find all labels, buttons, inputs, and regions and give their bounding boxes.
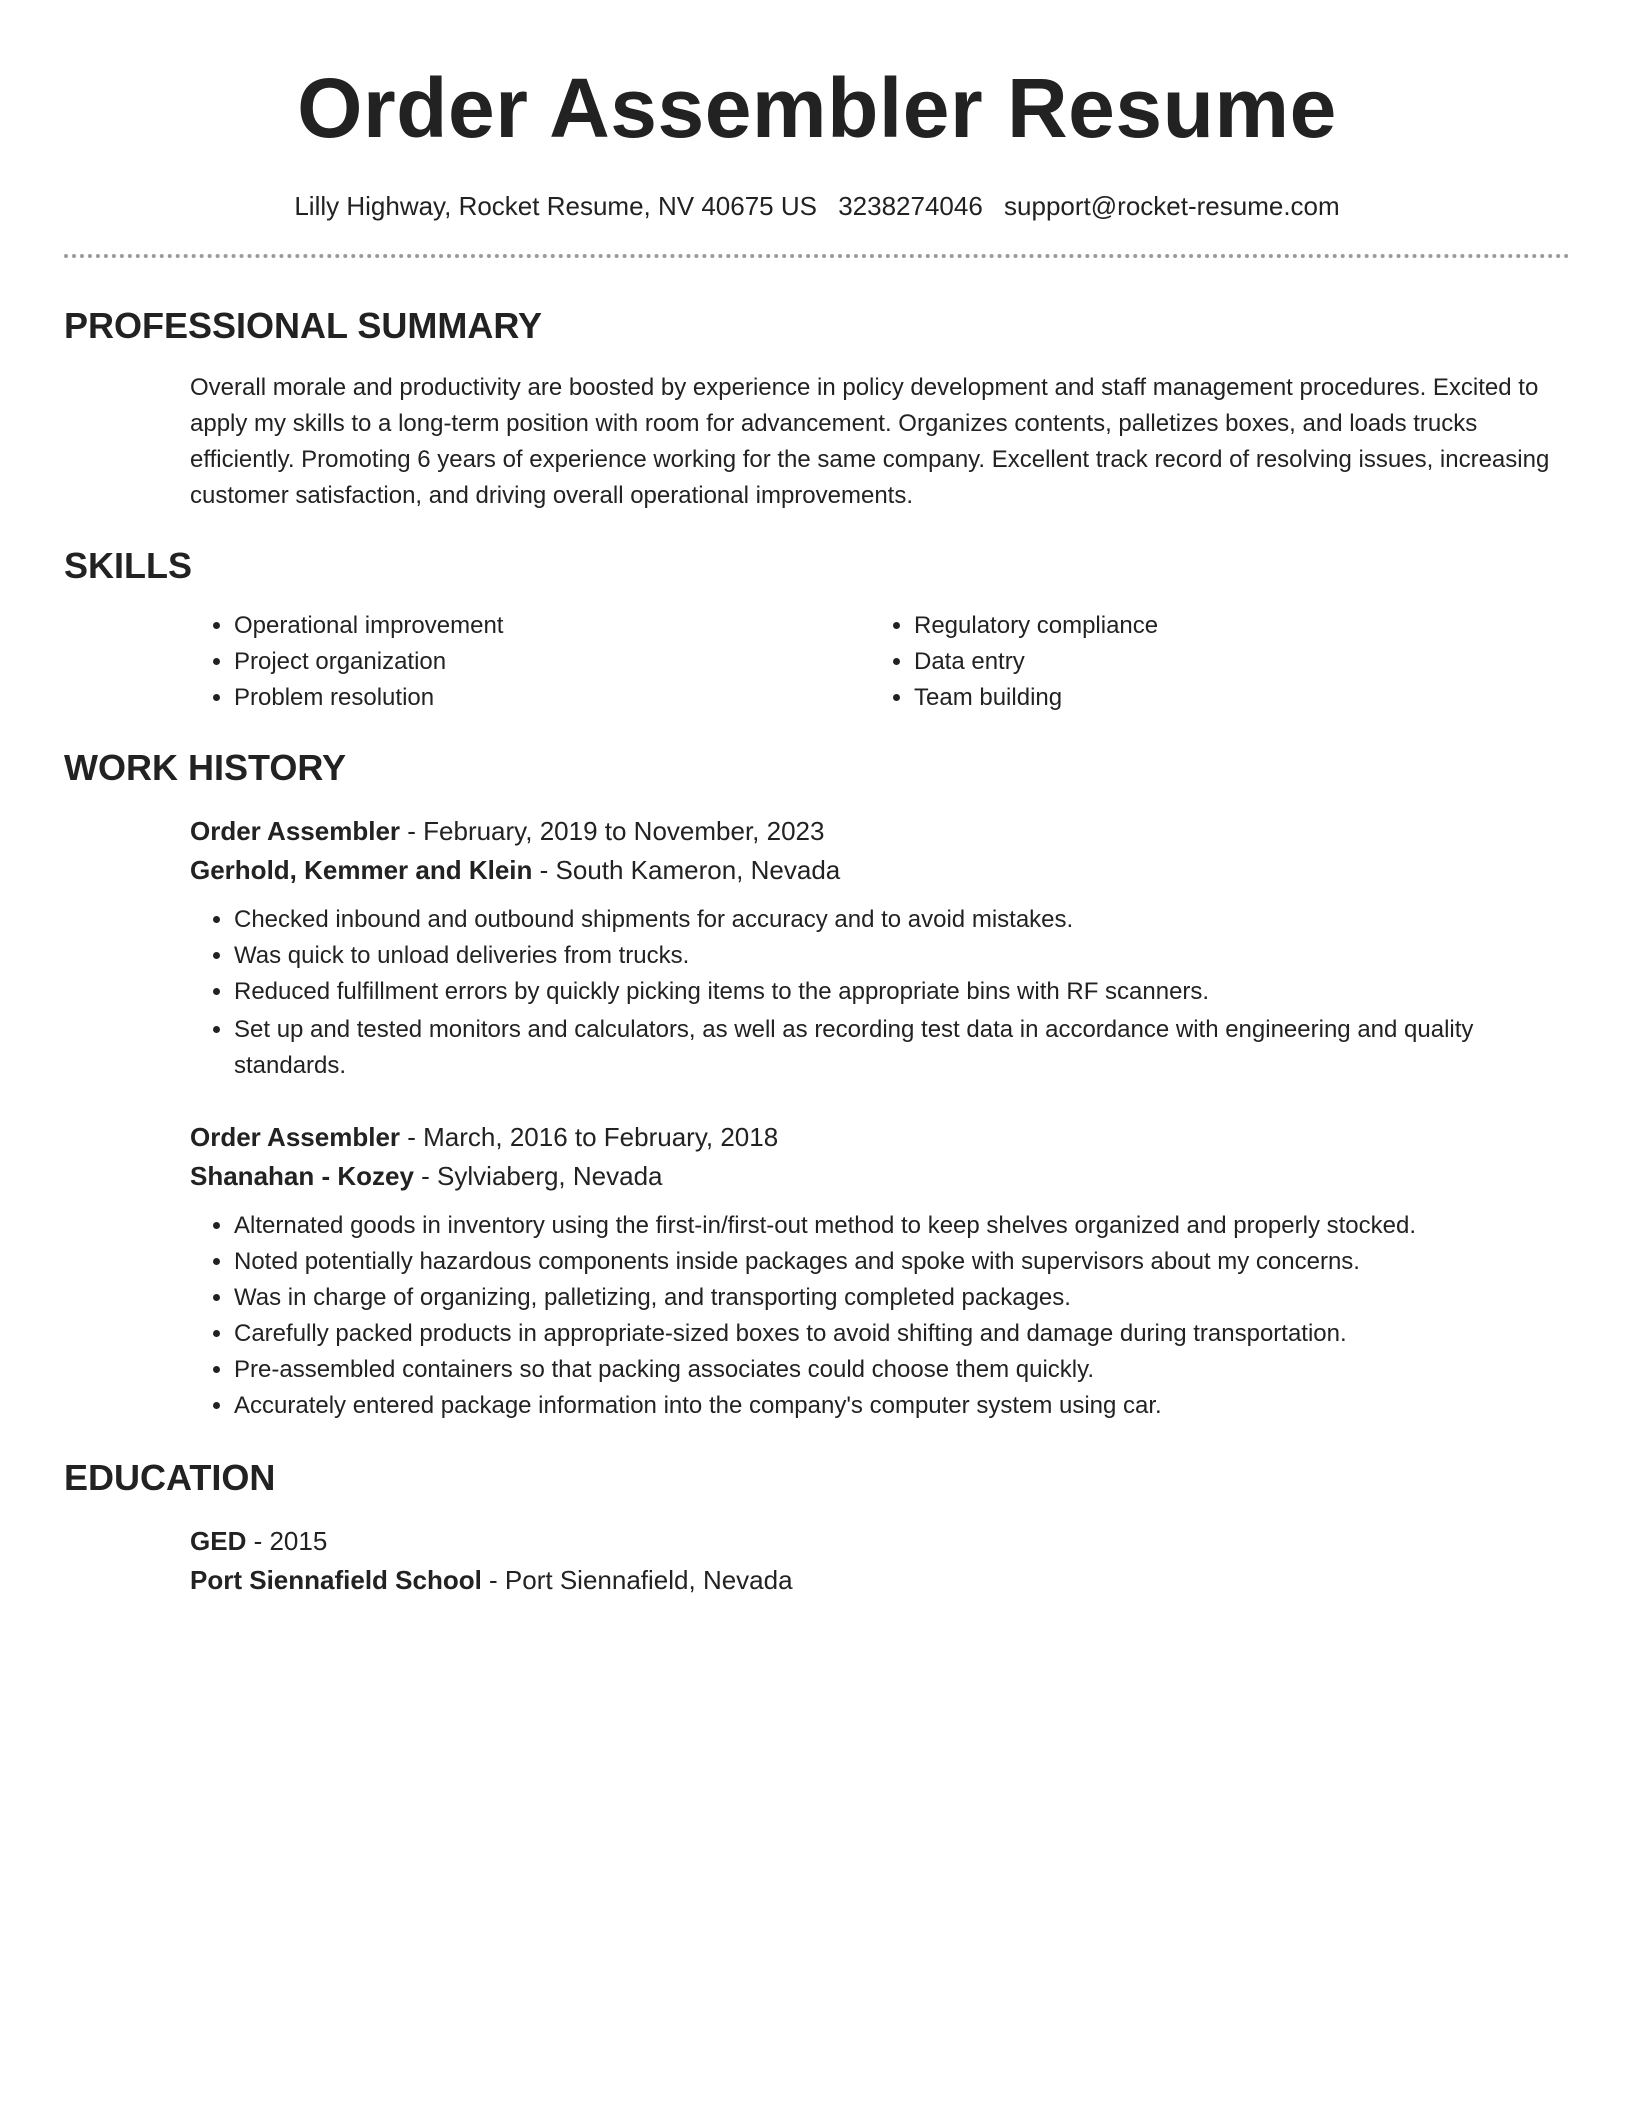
job-title: Order Assembler [190,1122,401,1152]
degree-line [190,1522,1570,1561]
job-bullet: • Noted potentially hazardous components inside packages and spoke with supervisors about my concerns. [234,1244,1570,1280]
contact-address: Lilly Highway, Rocket Resume, NV 40675 US [294,191,817,221]
work-history-heading: WORK HISTORY [64,747,347,788]
job-dates: - February, 2019 to November, 2023 [400,816,825,846]
job-bullet: • Reduced fulfillment errors by quickly picking items to the appropriate bins with RF scanners. [234,974,1570,1010]
skill-item: • Regulatory compliance [914,608,1550,644]
job-entry [190,812,1570,1084]
job-company-line [190,1157,1570,1196]
school-location: - Port Siennafield, Nevada [481,1565,793,1595]
skill-item: • Team building [914,680,1550,716]
skills-column-right [870,608,1550,716]
resume-page [64,0,1570,1600]
resume-title: Order Assembler Resume [297,61,1337,155]
skills-heading: SKILLS [64,545,193,586]
skills-list [190,608,1570,716]
contact-line [64,188,1570,224]
job-bullet: • Alternated goods in inventory using the first-in/first-out method to keep shelves organized and properly stocked. [234,1208,1570,1244]
job-bullet: • Was quick to unload deliveries from trucks. [234,938,1570,974]
job-bullet: • Checked inbound and outbound shipments for accuracy and to avoid mistakes. [234,902,1570,938]
job-location: - Sylviaberg, Nevada [413,1161,663,1191]
job-bullet: • Was in charge of organizing, palletizing, and transporting completed packages. [234,1280,1570,1316]
skill-item: • Data entry [914,644,1550,680]
job-location: - South Kameron, Nevada [532,855,841,885]
job-company: Gerhold, Kemmer and Klein [190,855,533,885]
job-bullet: • Accurately entered package information into the company's computer system using car. [234,1388,1570,1424]
skills-column-left [190,608,870,716]
job-company-line [190,851,1570,890]
job-bullet: • Carefully packed products in appropriate-sized boxes to avoid shifting and damage during transportation. [234,1316,1570,1352]
job-company: Shanahan - Kozey [190,1161,414,1191]
job-bullets [190,902,1570,1084]
summary-text: Overall morale and productivity are boosted by experience in policy development and staff management procedures. Excited to apply my skills to a long-term position with room for advancement. Organizes contents, palletizes boxes, and loads trucks efficiently. Promoting 6 years of experience working for the same company. Excellent track record of resolving issues, increasing customer satisfaction, and driving overall operational improvements. [190,374,1550,509]
contact-email: support@rocket-resume.com [1004,191,1340,221]
skill-item: • Project organization [234,644,870,680]
job-title-line [190,1118,1570,1157]
school-name: Port Siennafield School [190,1565,482,1595]
job-bullets [190,1208,1570,1424]
summary-heading: PROFESSIONAL SUMMARY [64,305,543,346]
job-bullet: • Set up and tested monitors and calculators, as well as recording test data in accordance with engineering and quality standards. [234,1012,1570,1084]
contact-phone: 3238274046 [838,191,983,221]
header-divider [64,254,1570,258]
job-bullet: • Pre-assembled containers so that packing associates could choose them quickly. [234,1352,1570,1388]
education-heading: EDUCATION [64,1457,276,1498]
job-entry [190,1118,1570,1424]
degree-year: - 2015 [246,1526,328,1556]
job-dates: - March, 2016 to February, 2018 [400,1122,779,1152]
skill-item: • Problem resolution [234,680,870,716]
skill-item: • Operational improvement [234,608,870,644]
education-entry [190,1522,1570,1600]
job-title: Order Assembler [190,816,401,846]
degree: GED [190,1526,247,1556]
job-title-line [190,812,1570,851]
school-line [190,1561,1570,1600]
